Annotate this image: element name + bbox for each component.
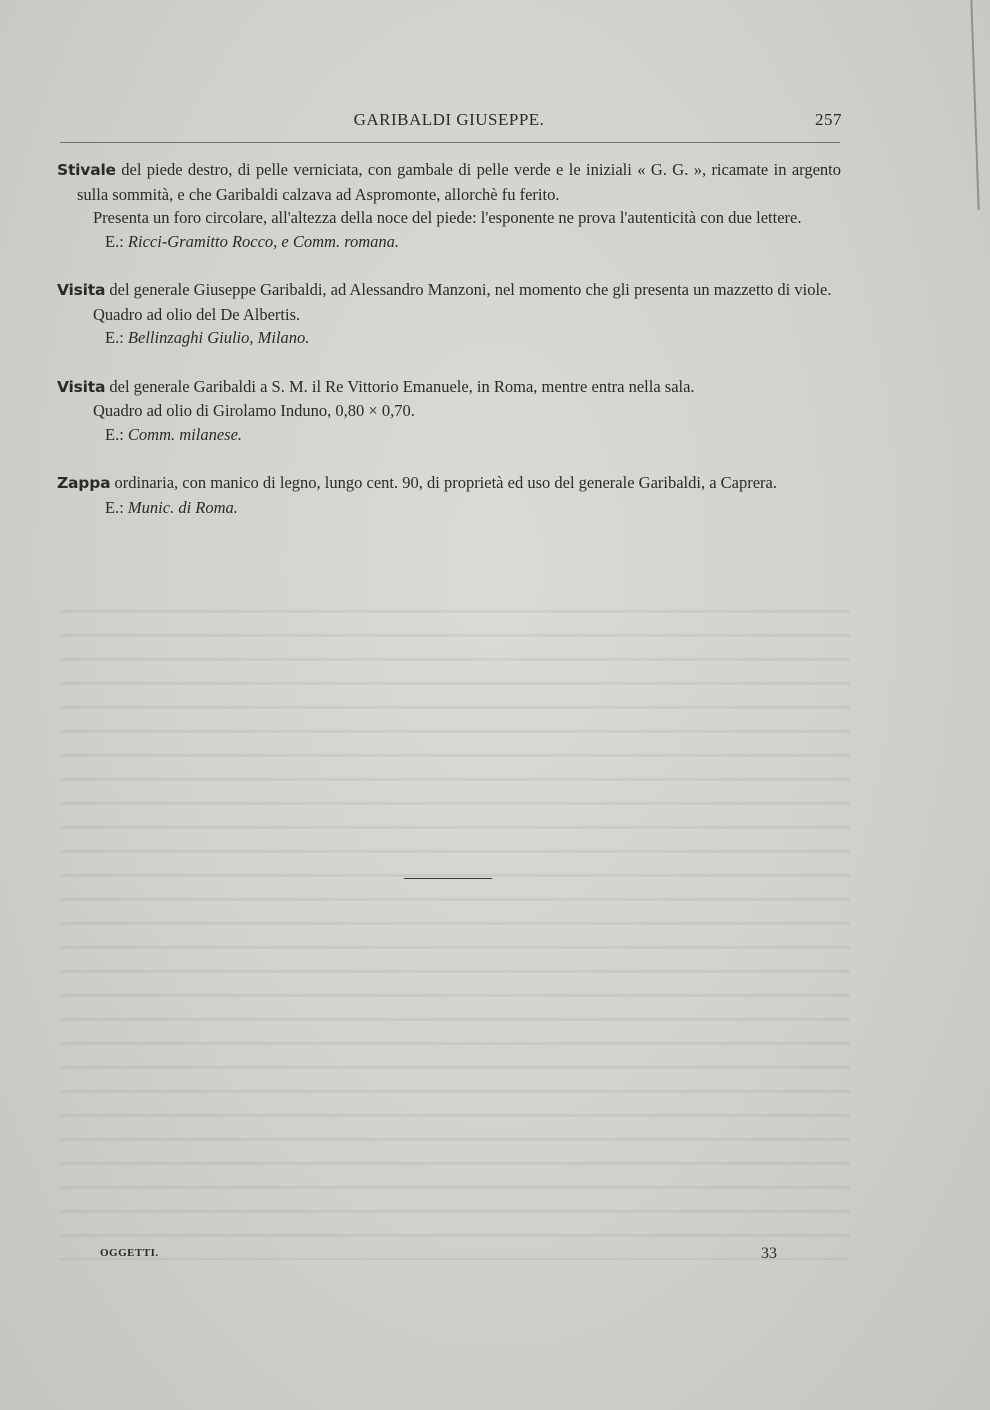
entry-text: del generale Giuseppe Garibaldi, ad Alessandro Manzoni, nel momento che gli presenta un mazzetto di viole. [105, 280, 832, 299]
entry-description [57, 471, 841, 496]
page-edge-mark [970, 0, 979, 210]
page-number: 257 [815, 110, 842, 129]
entry-text: del piede destro, di pelle verniciata, con gambale di pelle verde e le iniziali « G. G. », ricamate in argento sulla sommità, e che Garibaldi calzava ad Aspromonte, allorchè fu ferito. [77, 160, 841, 204]
entry-description [57, 375, 841, 400]
exhibitor-prefix: E.: [105, 231, 128, 251]
entry-visita-manzoni [57, 278, 841, 350]
exhibitor-name: Ricci-Gramitto Rocco, e Comm. romana. [127, 231, 400, 251]
entry-note: Presenta un foro circolare, all'altezza della noce del piede: l'esponente ne prova l'autenticità con due lettere. [93, 208, 802, 227]
entry-heading: Zappa [57, 474, 111, 492]
exhibitor-prefix: E.: [105, 424, 128, 444]
exhibitor-prefix: E.: [105, 328, 128, 347]
entry-text: del generale Garibaldi a S. M. il Re Vittorio Emanuele, in Roma, mentre entra nella sala. [105, 376, 695, 396]
entry-exhibitor [57, 230, 841, 254]
running-title: GARIBALDI GIUSEPPE. [353, 110, 545, 129]
entry-stivale [57, 158, 841, 253]
entry-heading: Visita [57, 281, 106, 299]
exhibitor-prefix: E.: [105, 497, 128, 517]
entry-description [57, 158, 841, 206]
header-rule [60, 142, 840, 143]
exhibitor-name: Munic. di Roma. [127, 497, 238, 517]
entry-visita-re [57, 375, 841, 447]
exhibitor-name: Comm. milanese. [127, 424, 243, 444]
entry-heading: Stivale [57, 161, 116, 179]
signature-mark: OGGETTI. [100, 1247, 159, 1259]
entry-zappa [57, 471, 841, 519]
entry-exhibitor [57, 423, 841, 447]
entry-note: Quadro ad olio di Girolamo Induno, 0,80 × 0,70. [93, 401, 415, 420]
bleed-through-texture [60, 610, 850, 1260]
entry-exhibitor [57, 496, 841, 520]
entry-text: ordinaria, con manico di legno, lungo cent. 90, di proprietà ed uso del generale Garibaldi, a Caprera. [110, 473, 777, 492]
entry-description [57, 278, 841, 303]
entry-heading: Visita [57, 377, 106, 396]
sheet-number: 33 [761, 1245, 777, 1262]
catalogue-entries [57, 158, 841, 544]
exhibitor-name: Bellinzaghi Giulio, Milano. [127, 328, 310, 347]
section-divider [404, 878, 492, 879]
entry-note: Quadro ad olio del De Albertis. [93, 304, 301, 324]
entry-exhibitor [57, 326, 841, 350]
running-header [56, 110, 842, 138]
